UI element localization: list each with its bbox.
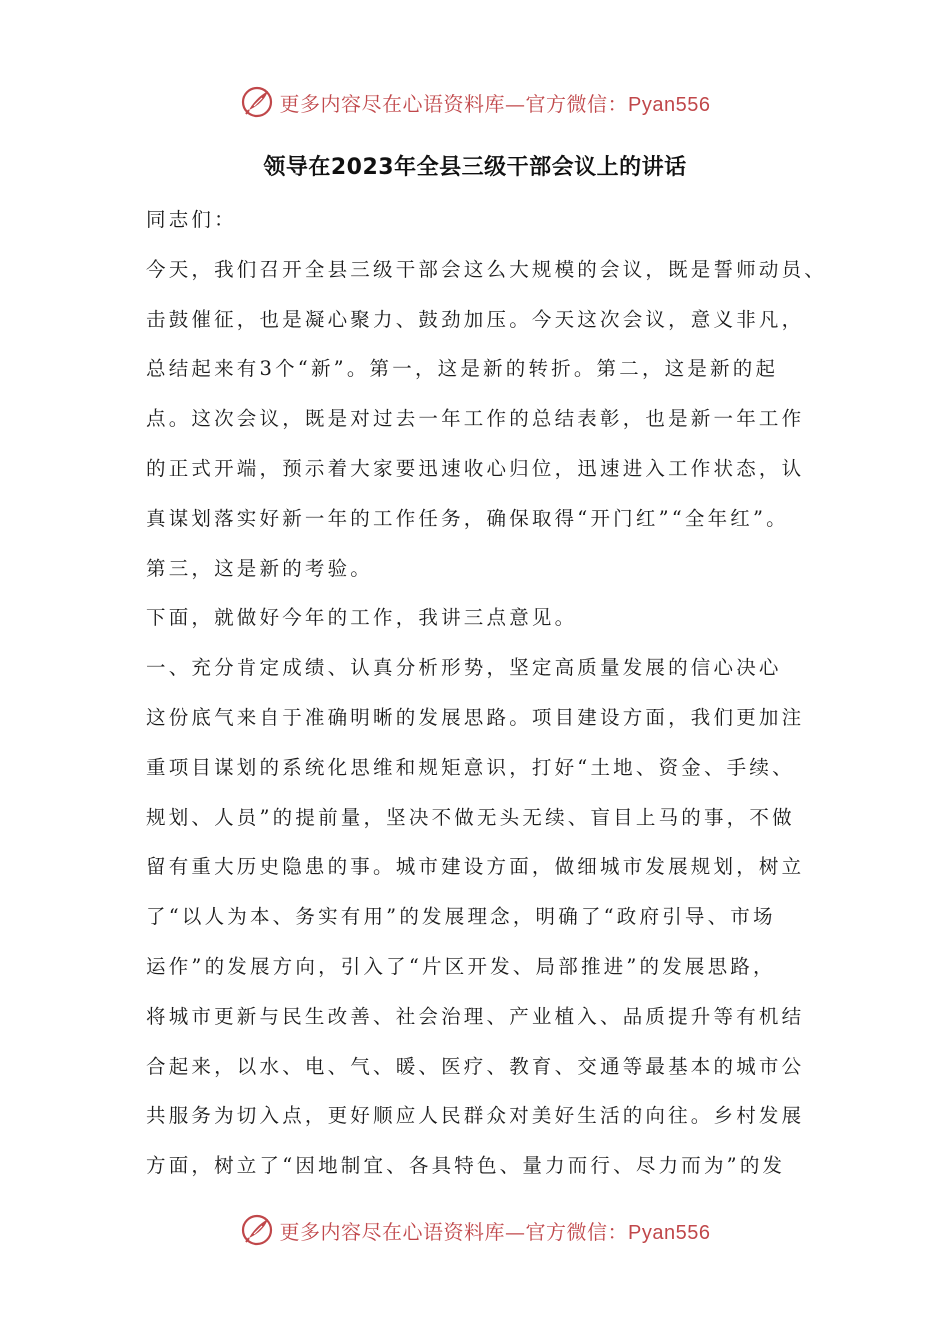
quill-logo-icon — [240, 85, 274, 119]
text-line: 这份底气来自于准确明晰的发展思路。项目建设方面，我们更加注 — [146, 705, 805, 729]
section-heading: 一、充分肯定成绩、认真分析形势，坚定高质量发展的信心决心 — [146, 656, 782, 680]
text-line: 共服务为切入点，更好顺应人民群众对美好生活的向往。乡村发展 — [146, 1104, 805, 1128]
text-line: 方面，树立了“因地制宜、各具特色、量力而行、尽力而为”的发 — [146, 1154, 786, 1178]
quill-logo-icon — [240, 1213, 274, 1247]
text-line: 的正式开端，预示着大家要迅速收心归位，迅速进入工作状态，认 — [146, 456, 805, 480]
text-line: 下面，就做好今年的工作，我讲三点意见。 — [146, 606, 578, 630]
text-line: 同志们： — [146, 208, 237, 231]
text-line: 第三，这是新的考验。 — [146, 556, 374, 580]
text-line: 击鼓催征，也是凝心聚力、鼓劲加压。今天这次会议，意义非凡， — [146, 307, 805, 331]
text-line: 规划、人员”的提前量，坚决不做无头无续、盲目上马的事，不做 — [146, 805, 795, 829]
text-line: 了“以人为本、务实有用”的发展理念，明确了“政府引导、市场 — [146, 905, 776, 929]
watermark-text: 更多内容尽在心语资料库—官方微信：Pyan556 — [279, 91, 711, 116]
document-title: 领导在2023年全县三级干部会议上的讲话 — [263, 155, 687, 180]
text-line: 将城市更新与民生改善、社会治理、产业植入、品质提升等有机结 — [146, 1004, 805, 1028]
text-line: 运作”的发展方向，引入了“片区开发、局部推进”的发展思路， — [146, 954, 776, 978]
text-line: 合起来，以水、电、气、暖、医疗、教育、交通等最基本的城市公 — [146, 1054, 805, 1078]
text-line: 真谋划落实好新一年的工作任务，确保取得“开门红”“全年红”。 — [146, 506, 789, 530]
text-line: 今天，我们召开全县三级干部会这么大规模的会议，既是誓师动员、 — [146, 257, 828, 281]
watermark-text: 更多内容尽在心语资料库—官方微信：Pyan556 — [279, 1219, 711, 1244]
header-watermark-banner — [0, 82, 950, 122]
text-line: 点。这次会议，既是对过去一年工作的总结表彰，也是新一年工作 — [146, 407, 805, 431]
text-line: 留有重大历史隐患的事。城市建设方面，做细城市发展规划，树立 — [146, 855, 805, 879]
text-line: 总结起来有3个“新”。第一，这是新的转折。第二，这是新的起 — [146, 357, 779, 381]
document-body — [146, 195, 836, 1191]
footer-watermark-banner — [0, 1210, 950, 1250]
text-line: 重项目谋划的系统化思维和规矩意识，打好“土地、资金、手续、 — [146, 755, 795, 779]
